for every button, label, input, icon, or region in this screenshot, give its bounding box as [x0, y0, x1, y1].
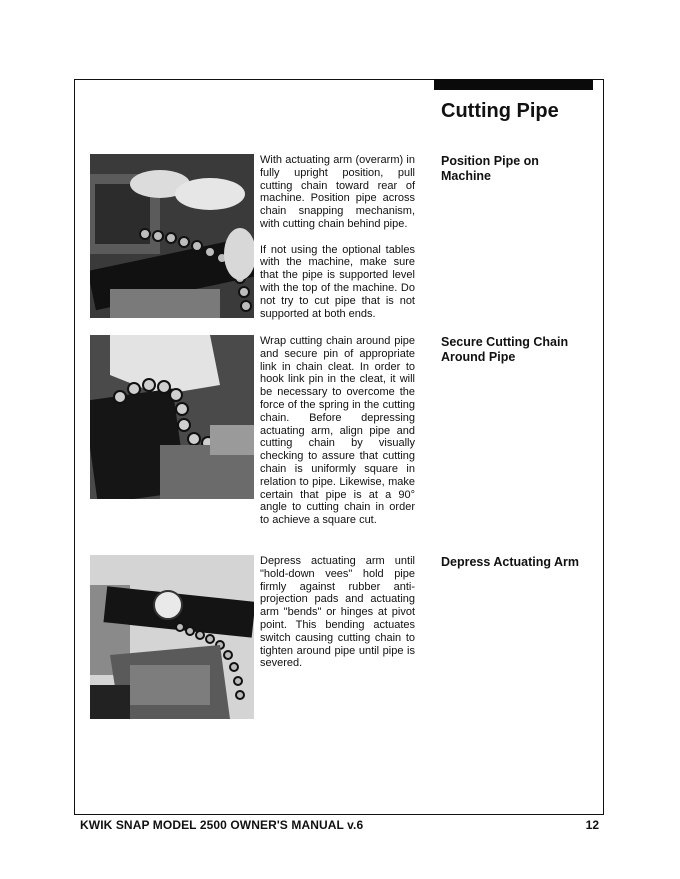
footer-page-number: 12	[585, 818, 599, 832]
step-1-paragraph-1: With actuating arm (overarm) in fully upright position, pull cutting chain toward rear of machine. Position pipe across chain snapping mechanism, with cutting chain behind pipe.	[260, 154, 415, 230]
step-2-paragraph-1: Wrap cutting chain around pipe and secure pin of appropriate link in chain cleat. In order to hook link pin in the cleat, it will be necessary to overcome the force of the spring in the cutting chain. Before depressing actuating arm, align pipe and cutting chain by visually checking to assure that cutting chain is uniformly square in relation to pipe. Likewise, make certain that pipe is at a 90° angle to cutting chain in order to achieve a square cut.	[260, 335, 415, 527]
footer-manual-title: KWIK SNAP MODEL 2500 OWNER'S MANUAL v.6	[80, 818, 364, 832]
step-1-text	[260, 154, 415, 333]
page-title: Cutting Pipe	[441, 100, 559, 122]
step-3-text	[260, 555, 415, 683]
photo-depress-arm	[90, 555, 254, 719]
title-bar	[434, 79, 593, 90]
step-3-heading: Depress Actuating Arm	[441, 555, 579, 569]
step-2-text	[260, 335, 415, 540]
step-1-heading: Position Pipe on Machine	[441, 154, 539, 183]
photo-secure-chain	[90, 335, 254, 499]
step-3-paragraph-1: Depress actuating arm until "hold-down vees" hold pipe firmly against rubber anti-projection pads and actuating arm "bends" or hinges at pivot point. This bending actuates switch causing cutting chain to tighten around pipe until pipe is severed.	[260, 555, 415, 670]
photo-position-pipe	[90, 154, 254, 318]
step-1-paragraph-2: If not using the optional tables with the machine, make sure that the pipe is supported level with the top of the machine. Do not try to cut pipe that is not supported at both ends.	[260, 243, 415, 320]
step-2-heading: Secure Cutting Chain Around Pipe	[441, 335, 569, 364]
